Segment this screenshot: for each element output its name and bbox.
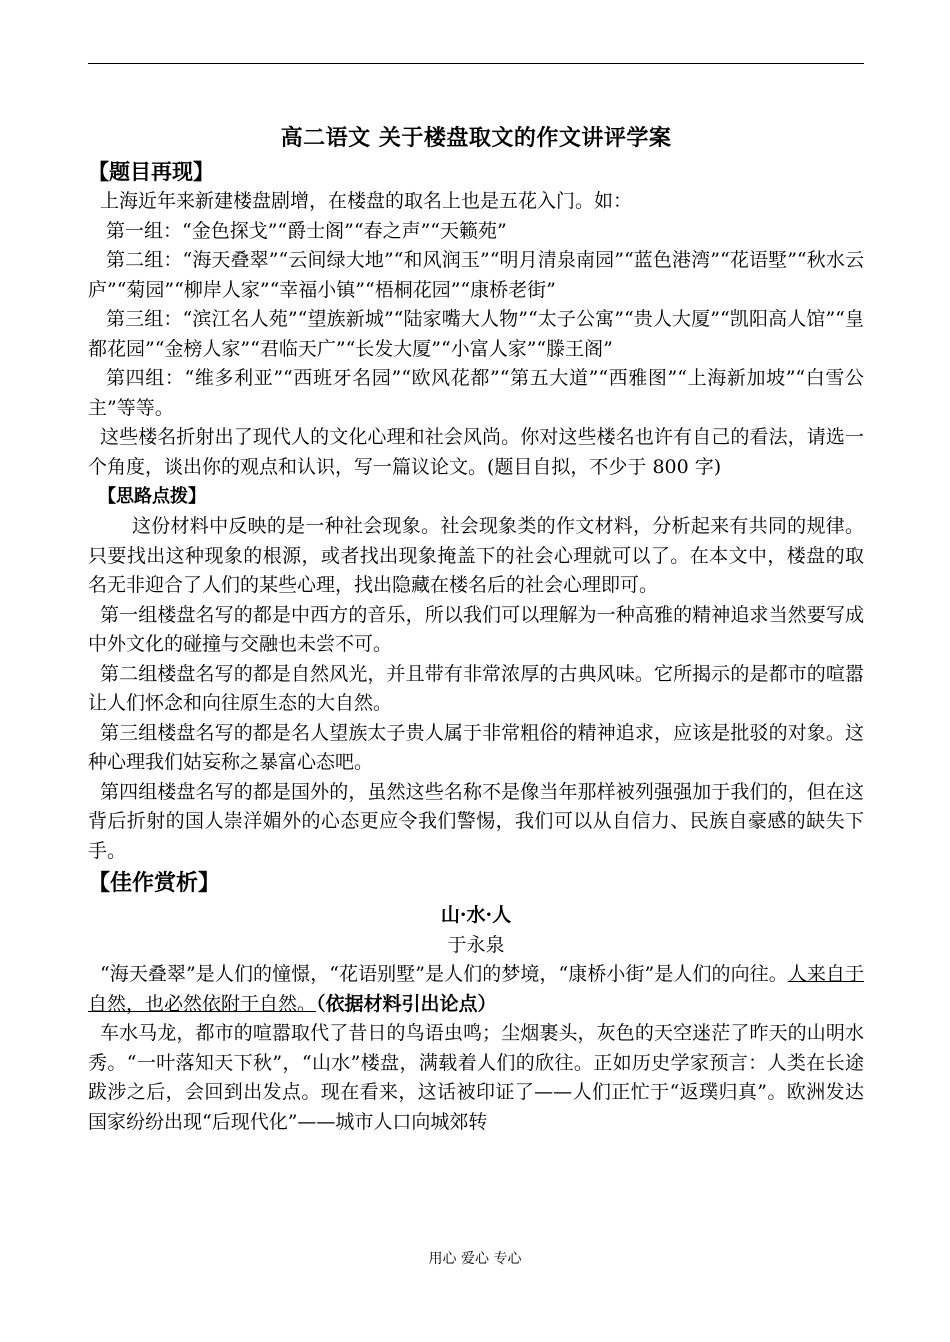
essay-paragraph-1: [88, 960, 864, 1019]
essay-title: 山·水·人: [440, 904, 512, 926]
guidance-paragraph-5: 第四组楼盘名写的都是国外的，虽然这些名称不是像当年那样被列强强加于我们的，但在这背后折射的国人崇洋媚外的心态更应令我们警惕，我们可以从自信力、民族自豪感的缺失下手。: [88, 780, 864, 862]
topic-group-3: 第三组：“滨江名人苑”“望族新城”“陆家嘴大人物”“太子公寓”“贵人大厦”“凯阳高人馆”“皇都花园”“金榜人家”“君临天广”“长发大厦”“小富人家”“滕王阁”: [88, 308, 864, 360]
document-body: [88, 120, 864, 1137]
header-rule: [88, 63, 864, 64]
essay-paragraph-2: 车水马龙，都市的喧嚣取代了昔日的鸟语虫鸣；尘烟裹头，灰色的天空迷茫了昨天的山明水秀。“一叶落知天下秋”，“山水”楼盘，满载着人们的欣往。正如历史学家预言：人类在长途跋涉之后，会回到出发点。现在看来，这话被印证了——人们正忙于“返璞归真”。欧洲发达国家纷纷出现“后现代化”——城市人口向城郊转: [88, 1022, 864, 1133]
section-heading-essay: 【佳作赏析】: [88, 870, 221, 896]
page-title: 高二语文 关于楼盘取文的作文讲评学案: [280, 125, 672, 151]
topic-task: 这些楼名折射出了现代人的文化心理和社会风尚。你对这些楼名也许有自己的看法，请选一个角度，谈出你的观点和认识，写一篇议论文。(题目自拟，不少于 800 字): [88, 426, 864, 478]
topic-intro: 上海近年来新建楼盘剧增，在楼盘的取名上也是五花入门。如：: [100, 190, 633, 212]
guidance-paragraph-3: 第二组楼盘名写的都是自然风光，并且带有非常浓厚的古典风味。它所揭示的是都市的喧嚣让人们怀念和向往原生态的大自然。: [88, 662, 864, 714]
topic-group-2: 第二组：“海天叠翠”“云间绿大地”“和风润玉”“明月清泉南园”“蓝色港湾”“花语墅”“秋水云庐”“菊园”“柳岸人家”“幸福小镇”“梧桐花园”“康桥老街”: [88, 249, 864, 301]
essay-author: 于永泉: [447, 934, 505, 956]
topic-group-1: 第一组：“金色探戈”“爵士阁”“春之声”“天籁苑”: [106, 219, 507, 242]
guidance-paragraph-1: 这份材料中反映的是一种社会现象。社会现象类的作文材料，分析起来有共同的规律。只要找出这种现象的根源，或者找出现象掩盖下的社会心理就可以了。在本文中，楼盘的取名无非迎合了人们的某些心理，找出隐藏在楼名后的社会心理即可。: [88, 515, 864, 596]
guidance-paragraph-2: 第一组楼盘名写的都是中西方的音乐，所以我们可以理解为一种高雅的精神追求当然要写成中外文化的碰撞与交融也未尝不可。: [88, 603, 864, 655]
section-heading-guidance: 【思路点拨】: [98, 486, 206, 507]
page-footer: 用心 爱心 专心: [428, 1251, 522, 1267]
guidance-paragraph-4: 第三组楼盘名写的都是名人望族太子贵人属于非常粗俗的精神追求，应该是批驳的对象。这种心理我们姑妄称之暴富心态吧。: [88, 721, 864, 773]
topic-group-4: 第四组：“维多利亚”“西班牙名园”“欧风花都”“第五大道”“西雅图”“上海新加坡”“白雪公主”等等。: [88, 367, 864, 419]
section-heading-topic: 【题目再现】: [88, 159, 214, 184]
essay-thesis: 人来自于自然，也必然依附于自然。: [88, 963, 864, 1015]
essay-paragraph-1-text: “海天叠翠”是人们的憧憬，“花语别墅”是人们的梦境，“康桥小街”是人们的向往。: [100, 963, 788, 985]
essay-annotation: （依据材料引出论点）: [316, 992, 497, 1015]
